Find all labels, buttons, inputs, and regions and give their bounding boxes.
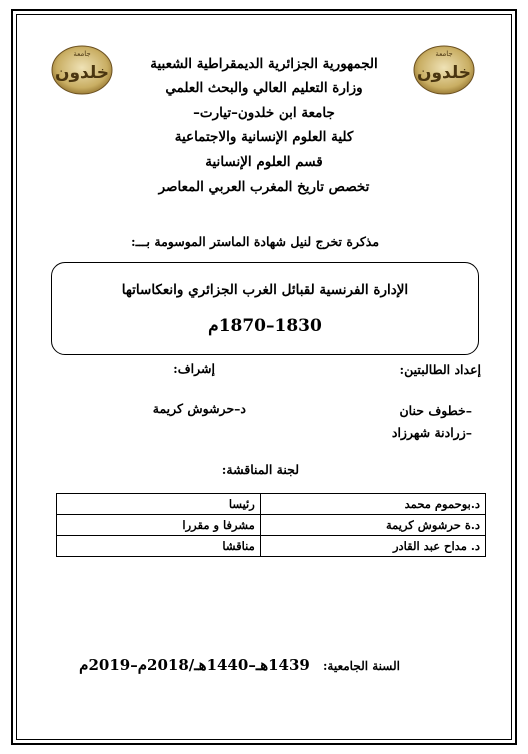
member-name: د.ة حرشوش كريمة [260,515,485,536]
logo-text: خلدون [54,63,110,83]
specialty-name: تخصص تاريخ المغرب العربي المعاصر [158,179,370,195]
logo-top-text: جامعة [435,50,453,58]
university-logo-left [50,42,114,96]
ministry-name: وزارة التعليم العالي والبحث العلمي [165,80,363,96]
thesis-subtitle: مذكرة تخرج لنيل شهادة الماستر الموسومة بـــ: [130,234,380,249]
supervisor-name: د–حرشوش كريمة [152,401,246,416]
member-role: رئيسا [57,494,261,515]
table-row [57,494,486,515]
member-name: د.بوحموم محمد [260,494,485,515]
university-logo-right [412,42,476,96]
member-role: مناقشا [57,536,261,557]
supervision-label: إشراف: [173,361,215,376]
student-name-1: –خطوف حنان [399,403,472,418]
students-label: إعداد الطالبتين: [399,362,481,377]
thesis-title-box [51,262,479,355]
republic-name: الجمهورية الجزائرية الديمقراطية الشعبية [150,56,378,72]
department-name: قسم العلوم الإنسانية [205,154,323,170]
university-name: جامعة ابن خلدون–تيارت– [193,105,335,121]
academic-year-label: السنة الجامعية: [322,659,400,673]
table-row [57,536,486,557]
member-role: مشرفا و مقررا [57,515,261,536]
logo-text: خلدون [416,63,472,83]
faculty-name: كلية العلوم الإنسانية والاجتماعية [174,129,354,145]
academic-year-row [60,655,400,674]
committee-table [56,493,486,557]
table-row [57,515,486,536]
thesis-title: الإدارة الفرنسية لقبائل الغرب الجزائري وانعكاساتها [121,282,409,298]
committee-label: لجنة المناقشة: [221,462,299,477]
inner-border [16,14,512,740]
thesis-years: 1830–1870م [208,316,322,336]
member-name: د. مداح عبد القادر [260,536,485,557]
logo-top-text: جامعة [73,50,91,58]
academic-year-value: 1439هـ–1440هـ/2018م–2019م [79,656,310,674]
student-name-2: –زرادنة شهرزاد [391,425,472,440]
